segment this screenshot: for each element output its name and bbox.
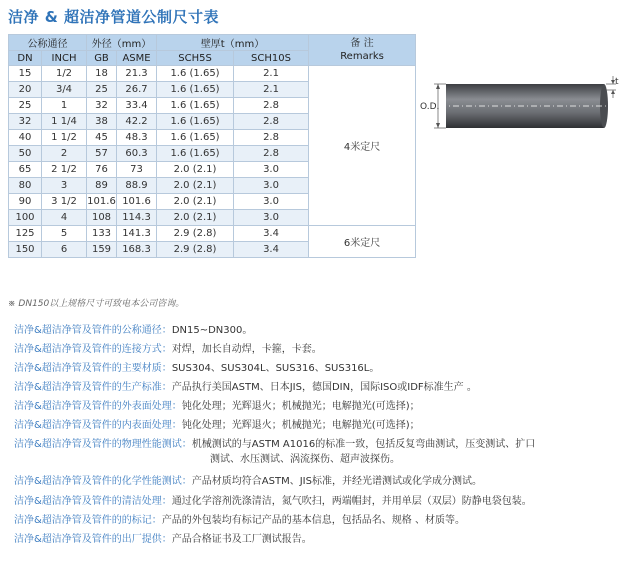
table-cell: 114.3 bbox=[117, 210, 157, 226]
info-line bbox=[210, 453, 400, 467]
table-cell: 125 bbox=[9, 226, 42, 242]
info-value: SUS304、SUS304L、SUS316、SUS316L。 bbox=[171, 363, 380, 374]
table-cell: 2.9 (2.8) bbox=[157, 242, 234, 258]
table-cell: 2 1/2 bbox=[42, 162, 87, 178]
table-cell: 2.0 (2.1) bbox=[157, 162, 234, 178]
col-header: INCH bbox=[42, 51, 87, 66]
table-cell: 2.0 (2.1) bbox=[157, 178, 234, 194]
info-line bbox=[14, 475, 482, 489]
pipe-size-table bbox=[8, 34, 416, 258]
table-cell: 3/4 bbox=[42, 82, 87, 98]
table-cell: 2.1 bbox=[234, 66, 309, 82]
table-cell: 65 bbox=[9, 162, 42, 178]
table-cell: 2.8 bbox=[234, 146, 309, 162]
table-cell: 6 bbox=[42, 242, 87, 258]
table-cell: 89 bbox=[87, 178, 117, 194]
table-cell: 133 bbox=[87, 226, 117, 242]
table-cell: 76 bbox=[87, 162, 117, 178]
table-cell: 38 bbox=[87, 114, 117, 130]
info-line bbox=[14, 400, 420, 414]
info-label: 洁净&超洁净管及管件的的标记： bbox=[14, 515, 162, 526]
table-cell: 88.9 bbox=[117, 178, 157, 194]
info-line bbox=[14, 419, 420, 433]
info-line bbox=[14, 381, 477, 395]
table-cell: 48.3 bbox=[117, 130, 157, 146]
table-cell: 3.4 bbox=[234, 242, 309, 258]
table-cell: 3.0 bbox=[234, 162, 309, 178]
table-row bbox=[9, 66, 416, 82]
info-label: 洁净&超洁净管及管件的连接方式： bbox=[14, 344, 172, 355]
col-header: GB bbox=[87, 51, 117, 66]
info-label: 洁净&超洁净管及管件的生产标准： bbox=[14, 382, 172, 393]
table-cell: 42.2 bbox=[117, 114, 157, 130]
info-label: 洁净&超洁净管及管件的化学性能测试： bbox=[14, 476, 192, 487]
table-cell: 108 bbox=[87, 210, 117, 226]
info-line bbox=[14, 362, 379, 376]
info-label: 洁净&超洁净管及管件的物理性能测试： bbox=[14, 439, 192, 450]
table-cell: 1/2 bbox=[42, 66, 87, 82]
table-cell: 2.8 bbox=[234, 114, 309, 130]
table-cell: 3 1/2 bbox=[42, 194, 87, 210]
info-value: 测试、水压测试、涡流探伤、超声波探伤。 bbox=[210, 454, 400, 465]
table-cell: 2.9 (2.8) bbox=[157, 226, 234, 242]
table-cell: 73 bbox=[117, 162, 157, 178]
table-cell: 45 bbox=[87, 130, 117, 146]
pipe-diagram bbox=[420, 72, 620, 144]
info-label: 洁净&超洁净管及管件的清洁处理： bbox=[14, 496, 172, 507]
col-header: SCH5S bbox=[157, 51, 234, 66]
thickness-label: t bbox=[615, 77, 619, 87]
header-remarks bbox=[309, 35, 416, 66]
table-cell: 159 bbox=[87, 242, 117, 258]
table-cell: 1 1/2 bbox=[42, 130, 87, 146]
table-cell: 60.3 bbox=[117, 146, 157, 162]
table-cell: 101.6 bbox=[117, 194, 157, 210]
table-cell: 80 bbox=[9, 178, 42, 194]
table-cell: 1.6 (1.65) bbox=[157, 114, 234, 130]
col-header: DN bbox=[9, 51, 42, 66]
table-cell: 2.0 (2.1) bbox=[157, 194, 234, 210]
info-label: 洁净&超洁净管及管件的公称通径： bbox=[14, 325, 172, 336]
table-row bbox=[9, 226, 416, 242]
table-cell: 26.7 bbox=[117, 82, 157, 98]
info-label: 洁净&超洁净管及管件的外表面处理： bbox=[14, 401, 182, 412]
table-cell: 57 bbox=[87, 146, 117, 162]
header-remarks-cn: 备 注 bbox=[350, 38, 374, 49]
od-label: O.D. bbox=[420, 102, 440, 112]
info-line bbox=[14, 343, 322, 357]
table-cell: 1.6 (1.65) bbox=[157, 66, 234, 82]
table-cell: 1.6 (1.65) bbox=[157, 146, 234, 162]
table-cell: 3.0 bbox=[234, 194, 309, 210]
table-cell: 141.3 bbox=[117, 226, 157, 242]
header-nominal-diameter: 公称通径 bbox=[9, 35, 87, 51]
info-label: 洁净&超洁净管及管件的主要材质： bbox=[14, 363, 172, 374]
table-cell: 2.8 bbox=[234, 130, 309, 146]
table-cell: 101.6 bbox=[87, 194, 117, 210]
info-value: 钝化处理；光辉退火；机械抛光；电解抛光(可选择)； bbox=[181, 401, 420, 412]
table-cell: 32 bbox=[87, 98, 117, 114]
footnote: ※ DN150以上规格尺寸可致电本公司咨询。 bbox=[8, 299, 185, 309]
info-line bbox=[14, 533, 312, 547]
table-cell: 1.6 (1.65) bbox=[157, 82, 234, 98]
col-header: SCH10S bbox=[234, 51, 309, 66]
info-line bbox=[14, 495, 532, 509]
info-line bbox=[14, 324, 252, 338]
info-line bbox=[14, 438, 535, 452]
remark-6m: 6米定尺 bbox=[309, 226, 416, 258]
table-cell: 25 bbox=[87, 82, 117, 98]
info-line bbox=[14, 514, 465, 528]
info-value: 产品材质均符合ASTM、JIS标准，并经光谱测试或化学成分测试。 bbox=[191, 476, 482, 487]
info-value: DN15~DN300。 bbox=[171, 325, 253, 336]
table-cell: 2.8 bbox=[234, 98, 309, 114]
table-cell: 3.0 bbox=[234, 210, 309, 226]
table-cell: 20 bbox=[9, 82, 42, 98]
header-remarks-en: Remarks bbox=[340, 51, 384, 62]
info-label: 洁净&超洁净管及管件的出厂提供： bbox=[14, 534, 172, 545]
table-cell: 1 1/4 bbox=[42, 114, 87, 130]
table-cell: 1.6 (1.65) bbox=[157, 98, 234, 114]
table-cell: 1.6 (1.65) bbox=[157, 130, 234, 146]
info-value: 通过化学溶剂洗涤清洁，氮气吹扫，两端帽封，并用单层（双层）防静电袋包装。 bbox=[171, 496, 532, 507]
table-cell: 4 bbox=[42, 210, 87, 226]
info-value: 产品合格证书及工厂测试报告。 bbox=[171, 534, 312, 545]
col-header: ASME bbox=[117, 51, 157, 66]
table-cell: 50 bbox=[9, 146, 42, 162]
header-outer-diameter: 外径（mm） bbox=[87, 35, 157, 51]
table-cell: 3.0 bbox=[234, 178, 309, 194]
table-cell: 15 bbox=[9, 66, 42, 82]
table-cell: 21.3 bbox=[117, 66, 157, 82]
info-value: 产品执行美国ASTM、日本JIS，德国DIN，国际ISO或IDF标准生产 。 bbox=[171, 382, 477, 393]
page-title: 洁净 & 超洁净管道公制尺寸表 bbox=[8, 8, 220, 26]
table-cell: 32 bbox=[9, 114, 42, 130]
info-value: 机械测试的与ASTM A1016的标准一致，包括反复弯曲测试，压变测试、扩口 bbox=[191, 439, 536, 450]
table-cell: 90 bbox=[9, 194, 42, 210]
table-cell: 2 bbox=[42, 146, 87, 162]
header-wall-thickness: 壁厚t（mm） bbox=[157, 35, 309, 51]
info-value: 对焊，加长自动焊，卡箍，卡套。 bbox=[171, 344, 322, 355]
table-cell: 25 bbox=[9, 98, 42, 114]
table-cell: 150 bbox=[9, 242, 42, 258]
info-value: 钝化处理；光辉退火；机械抛光；电解抛光(可选择)； bbox=[181, 420, 420, 431]
table-body bbox=[9, 66, 416, 258]
table-cell: 3.4 bbox=[234, 226, 309, 242]
info-label: 洁净&超洁净管及管件的内表面处理： bbox=[14, 420, 182, 431]
table-cell: 168.3 bbox=[117, 242, 157, 258]
remark-4m: 4米定尺 bbox=[309, 66, 416, 226]
table-cell: 40 bbox=[9, 130, 42, 146]
table-cell: 3 bbox=[42, 178, 87, 194]
info-value: 产品的外包装均有标记产品的基本信息，包括品名、规格 、材质等。 bbox=[161, 515, 465, 526]
table-cell: 2.1 bbox=[234, 82, 309, 98]
table-cell: 5 bbox=[42, 226, 87, 242]
table-cell: 18 bbox=[87, 66, 117, 82]
table-cell: 100 bbox=[9, 210, 42, 226]
table-cell: 33.4 bbox=[117, 98, 157, 114]
table-cell: 2.0 (2.1) bbox=[157, 210, 234, 226]
table-cell: 1 bbox=[42, 98, 87, 114]
